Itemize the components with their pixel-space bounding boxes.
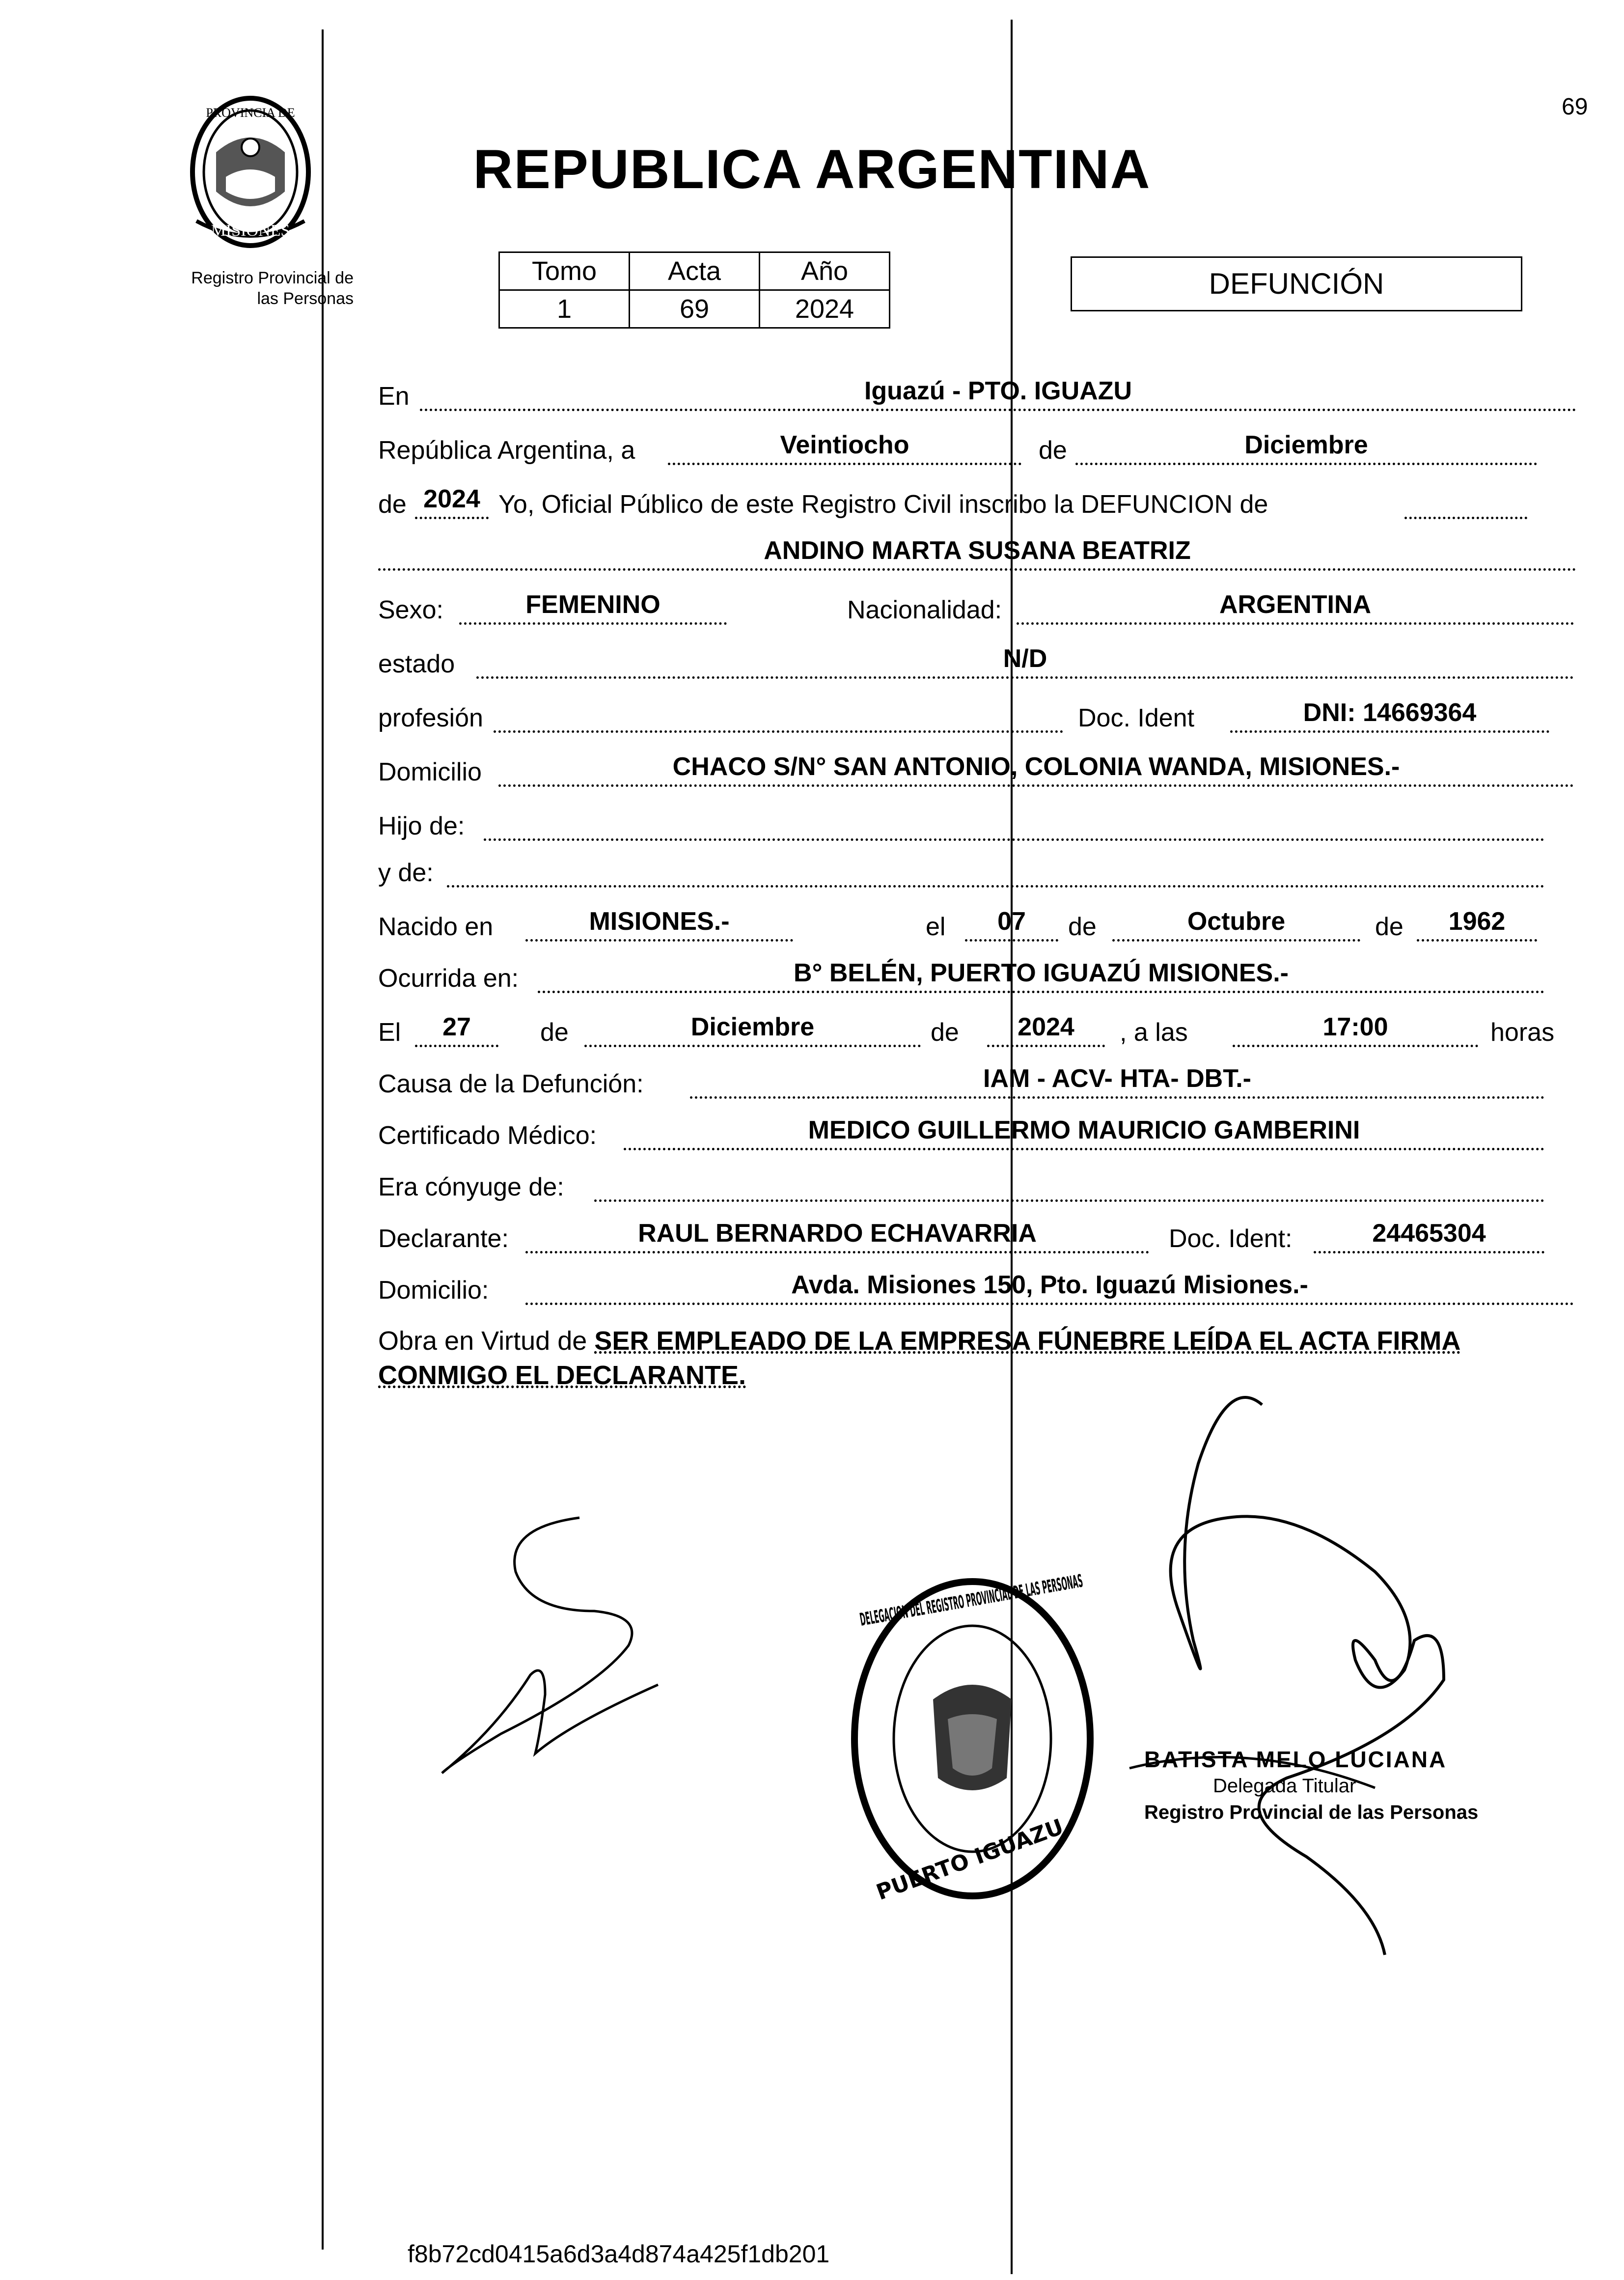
declarant-signature xyxy=(422,1498,727,1803)
document-title: REPUBLICA ARGENTINA xyxy=(473,139,1151,200)
row-fecha-defuncion: El 27 de Diciembre de 2024 , a las 17:00 horas xyxy=(378,1013,1555,1047)
signer-block xyxy=(1144,1746,1478,1826)
row-causa: Causa de la Defunción: IAM - ACV- HTA- DBT.- xyxy=(378,1068,1581,1106)
field-nombre: ANDINO MARTA SUSANA BEATRIZ xyxy=(378,538,1576,571)
table-header-anio: Año xyxy=(760,252,890,290)
field-profesion xyxy=(494,700,1063,733)
row-yde: y de: xyxy=(378,857,1581,894)
table-value-tomo: 1 xyxy=(499,290,630,328)
signer-name: BATISTA MELO LUCIANA xyxy=(1144,1747,1447,1772)
row-domicilio-declarante: Domicilio: Avda. Misiones 150, Pto. Iguazú Misiones.- xyxy=(378,1275,1581,1312)
page-number: 69 xyxy=(1562,94,1588,120)
field-nacido-mes: Octubre xyxy=(1112,909,1360,942)
field-fallec-dia: 27 xyxy=(415,1014,498,1047)
row-en: En Iguazú - PTO. IGUAZU xyxy=(378,381,1581,418)
registry-label: Registro Provincial de las Personas xyxy=(191,269,354,308)
field-estado: N/D xyxy=(476,646,1574,679)
obra-en-virtud: Obra en Virtud de SER EMPLEADO DE LA EMPRESA FÚNEBRE LEÍDA EL ACTA FIRMA CONMIGO EL DECLARANTE. xyxy=(378,1326,1461,1390)
field-conyuge xyxy=(594,1169,1544,1202)
field-sexo: FEMENINO xyxy=(459,592,727,625)
svg-text:PROVINCIA DE: PROVINCIA DE xyxy=(206,106,295,120)
field-domicilio-declarante: Avda. Misiones 150, Pto. Iguazú Misiones.- xyxy=(525,1272,1574,1305)
field-hora: 17:00 xyxy=(1233,1014,1478,1047)
row-republica: República Argentina, a Veintiocho de Diciembre xyxy=(378,435,1581,472)
row-conyuge: Era cónyuge de: xyxy=(378,1171,1581,1209)
table-header-tomo: Tomo xyxy=(499,252,630,290)
field-nacionalidad: ARGENTINA xyxy=(1017,592,1574,625)
document-hash: f8b72cd0415a6d3a4d874a425f1db201 xyxy=(408,2240,830,2268)
row-declarante: Declarante: RAUL BERNARDO ECHAVARRIA Doc. Ident: 24465304 xyxy=(378,1223,1581,1260)
field-certificado: MEDICO GUILLERMO MAURICIO GAMBERINI xyxy=(624,1117,1544,1150)
field-en: Iguazú - PTO. IGUAZU xyxy=(420,378,1576,411)
field-yde xyxy=(447,855,1544,888)
field-mes: Diciembre xyxy=(1075,432,1537,465)
row-ocurrida: Ocurrida en: B° BELÉN, PUERTO IGUAZÚ MISIONES.- xyxy=(378,963,1581,1000)
field-hijo xyxy=(484,808,1544,841)
row-estado: estado N/D xyxy=(378,648,1581,686)
field-fallec-mes: Diciembre xyxy=(584,1014,921,1047)
field-doc-ident: DNI: 14669364 xyxy=(1230,700,1549,733)
field-nacido-dia: 07 xyxy=(965,909,1058,942)
row-nacido: Nacido en MISIONES.- el 07 de Octubre de 1962 xyxy=(378,911,1581,948)
table-header-acta: Acta xyxy=(630,252,760,290)
table-value-acta: 69 xyxy=(630,290,760,328)
row-sexo: Sexo: FEMENINO Nacionalidad: ARGENTINA xyxy=(378,594,1581,632)
field-causa: IAM - ACV- HTA- DBT.- xyxy=(690,1066,1544,1099)
record-number-table xyxy=(498,251,890,329)
margin-line xyxy=(322,29,324,2250)
signer-role: Delegada Titular xyxy=(1213,1775,1356,1797)
signer-org: Registro Provincial de las Personas xyxy=(1144,1802,1479,1823)
row-yo: de 2024 Yo, Oficial Público de este Registro Civil inscribo la DEFUNCION de xyxy=(378,489,1581,526)
field-anio: 2024 xyxy=(415,486,489,519)
record-type-box: DEFUNCIÓN xyxy=(1071,256,1522,311)
row-nombre xyxy=(378,536,1581,578)
field-fallec-anio: 2024 xyxy=(987,1014,1105,1047)
svg-text:MISIONES: MISIONES xyxy=(211,222,290,240)
field-nacido-anio: 1962 xyxy=(1417,909,1537,942)
field-dia: Veintiocho xyxy=(668,432,1021,465)
field-doc-ident-declarante: 24465304 xyxy=(1314,1221,1544,1253)
svg-text:DELEGACION DEL REGISTRO PROVIN: DELEGACION DEL REGISTRO PROVINCIAL DE LAS PERSONAS xyxy=(858,1506,1449,1630)
row-hijo: Hijo de: xyxy=(378,810,1581,848)
svg-text:PUERTO IGUAZU: PUERTO IGUAZU xyxy=(873,1814,1067,1905)
row-domicilio: Domicilio CHACO S/N° SAN ANTONIO, COLONIA WANDA, MISIONES.- xyxy=(378,756,1581,794)
field-domicilio: CHACO S/N° SAN ANTONIO, COLONIA WANDA, MISIONES.- xyxy=(498,754,1574,787)
field-yo-extra xyxy=(1404,486,1527,519)
row-certificado: Certificado Médico: MEDICO GUILLERMO MAURICIO GAMBERINI xyxy=(378,1120,1581,1157)
official-signature xyxy=(1100,1365,1483,1979)
table-value-anio: 2024 xyxy=(760,290,890,328)
row-profesion: profesión Doc. Ident DNI: 14669364 xyxy=(378,702,1581,740)
field-declarante: RAUL BERNARDO ECHAVARRIA xyxy=(525,1221,1149,1253)
field-nacido-lugar: MISIONES.- xyxy=(525,909,793,942)
field-ocurrida: B° BELÉN, PUERTO IGUAZÚ MISIONES.- xyxy=(538,960,1544,993)
